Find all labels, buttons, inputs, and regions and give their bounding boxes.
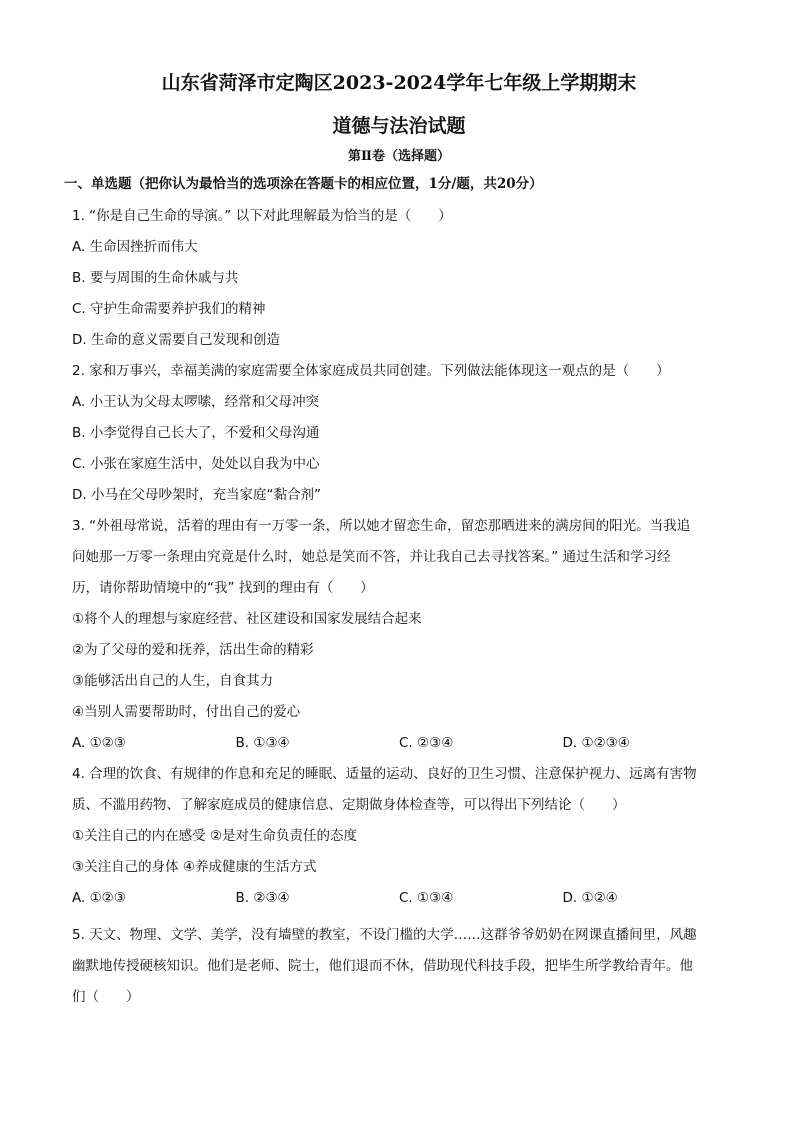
option-c: C. 守护生命需要养护我们的精神 (72, 301, 266, 317)
question-5 (72, 920, 726, 1013)
choice-a: A. ①②③ (72, 735, 126, 751)
choice-c: C. ①③④ (399, 890, 454, 906)
answer-choices (72, 883, 726, 914)
choice-b: B. ②③④ (235, 890, 290, 906)
choice-d: D. ①②④ (562, 890, 618, 906)
option-b: B. 小李觉得自己长大了，不爱和父母沟通 (72, 425, 320, 441)
question-stem-line: 们（ ） (72, 989, 140, 1005)
question-3 (72, 511, 726, 759)
question-stem-line: 幽默地传授硬核知识。他们是老师、院士，他们退而不休，借助现代科技手段，把毕生所学教给青年。他 (72, 958, 693, 974)
choice-c: C. ②③④ (399, 735, 454, 751)
option-c: C. 小张在家庭生活中，处处以自我为中心 (72, 456, 320, 472)
question-stem-line: 历，请你帮助情境中的“我” 找到的理由有（ ） (72, 580, 374, 596)
option-d: D. 小马在父母吵架时，充当家庭“黏合剂” (72, 487, 321, 503)
statement-item: ①将个人的理想与家庭经营、社区建设和国家发展结合起来 (72, 611, 422, 627)
question-stem-line: 问她那一万零一条理由究竟是什么时，她总是笑而不答，并让我自己去寻找答案。” 通过生活和学习经 (72, 549, 671, 565)
statement-item: ③关注自己的身体 ④养成健康的生活方式 (72, 859, 317, 875)
question-stem-line: 5. 天文、物理、文学、美学，没有墙壁的教室，不设门槛的大学……这群爷爷奶奶在网课直播间里，风趣 (72, 927, 697, 943)
answer-choices (72, 728, 726, 759)
question-stem-line: 3. “外祖母常说，活着的理由有一万零一条，所以她才留恋生命，留恋那晒进来的满房间的阳光。当我追 (72, 518, 691, 534)
choice-d: D. ①②③④ (562, 735, 630, 751)
exam-title-line1: 山东省菏泽市定陶区2023-2024学年七年级上学期期末 (161, 72, 637, 94)
option-a: A. 小王认为父母太啰嗦，经常和父母冲突 (72, 394, 320, 410)
statement-item: ③能够活出自己的人生，自食其力 (72, 673, 274, 689)
question-4 (72, 759, 726, 914)
exam-title-line2: 道德与法治试题 (332, 115, 466, 137)
question-stem-line: 质、不滥用药物、了解家庭成员的健康信息、定期做身体检查等，可以得出下列结论（ ） (72, 797, 626, 813)
statement-item: ②为了父母的爱和抚养，活出生命的精彩 (72, 642, 314, 658)
statement-item: ①关注自己的内在感受 ②是对生命负责任的态度 (72, 828, 357, 844)
question-stem-line: 4. 合理的饮食、有规律的作息和充足的睡眠、适量的运动、良好的卫生习惯、注意保护视力、远离有害物 (72, 766, 697, 782)
option-b: B. 要与周围的生命休戚与共 (72, 270, 239, 286)
question-stem: 2. 家和万事兴，幸福美满的家庭需要全体家庭成员共同创建。下列做法能体现这一观点的是（ ） (72, 363, 670, 379)
question-1 (72, 201, 726, 356)
choice-b: B. ①③④ (235, 735, 290, 751)
section-heading: 一、单选题（把你认为最恰当的选项涂在答题卡的相应位置，1分/题，共20分） (64, 176, 543, 192)
option-d: D. 生命的意义需要自己发现和创造 (72, 332, 280, 348)
volume-label: 第Ⅱ卷（选择题） (348, 149, 450, 164)
option-a: A. 生命因挫折而伟大 (72, 239, 198, 255)
question-stem: 1. “你是自己生命的导演。” 以下对此理解最为恰当的是（ ） (72, 208, 452, 224)
statement-item: ④当别人需要帮助时，付出自己的爱心 (72, 704, 301, 720)
choice-a: A. ①②③ (72, 890, 126, 906)
question-2 (72, 356, 726, 511)
